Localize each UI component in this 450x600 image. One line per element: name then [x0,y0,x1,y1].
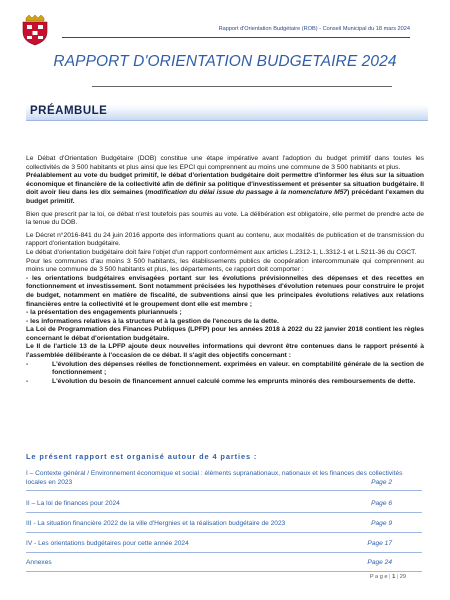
paragraph: Bien que prescrit par la loi, ce débat n'est toutefois pas soumis au vote. La délibération est obligatoire, elle permet de prendre acte de la tenue du DOB. [26,210,424,227]
paragraph: Le Débat d'Orientation Budgétaire (DOB) constitue une étape impérative avant l'adoption du budget primitif dans toutes les collectivités de 3 500 habitants et plus ainsi que les EPCI qui comprennent au moins une commune de 3 500 habitants et plus. [26,155,424,171]
toc-entry[interactable]: II – La loi de finances pour 2024 Page 6 [26,500,422,513]
preamble-banner [26,104,428,121]
toc-entry[interactable]: IV - Les orientations budgétaires pour cette année 2024 Page 17 [26,540,422,553]
toc-page-ref: Page 6 [371,500,392,507]
header-divider [62,37,410,38]
coat-of-arms-icon [20,14,50,46]
document-body [26,155,424,386]
toc-heading: Le présent rapport est organisé autour de 4 parties : [26,452,258,461]
paragraph: Le Décret n°2016-841 du 24 juin 2016 apporte des informations quant au contenu, aux modalités de publication et de transmission du rapport d'orientation budgétaire. [26,231,424,248]
list-item: - L'évolution des dépenses réelles de fonctionnement. exprimées en valeur. en comptabilité générale de la section de fonctionnement ; [26,360,424,377]
toc-page-ref: Page 9 [371,520,392,527]
list-item: - L'évolution du besoin de financement annuel calculé comme les emprunts minorés des remboursements de dette. [26,377,416,385]
toc-page-ref: Page 24 [367,559,392,566]
page-footer: P a g e | 1 | 29 [369,574,406,580]
toc-page-ref: Page 2 [371,478,392,486]
paragraph: Le II de l'article 13 de la LPFP ajoute deux nouvelles informations qui devront être contenues dans le rapport présenté à l'assemblée délibérante à l'occasion de ce débat. Il s'agit des objectifs concernant : [26,343,424,360]
paragraph: La Loi de Programmation des Finances Publiques (LPFP) pour les années 2018 à 2022 du 22 janvier 2018 contient les règles concernant le débat d'orientation budgétaire. [26,326,424,342]
toc-page-ref: Page 17 [367,540,392,547]
paragraph: Préalablement au vote du budget primitif, le débat d'orientation budgétaire doit permettre d'informer les élus sur la situation économique et financière de la collectivité afin de définir sa politique d'investissement et présenter sa situation budgétaire. Il doit avoir lieu dans les dix semaines (modification du délai issue du passage à la nomenclature M57) précédant l'examen du budget primitif. [26,172,425,205]
title-divider [92,86,392,87]
paragraph: - les orientations budgétaires envisagées portant sur les évolutions prévisionnelles des dépenses et des recettes en fonctionnement et investissement. Sont notamment précisées les hypothèses d'évolution retenues pour construire le projet de budget, notamment en matière de fiscalité, de subventions ainsi que les principales évolutions relatives aux relations financières entre la collectivité et le groupement dont elle est membre ; [26,274,424,308]
paragraph: - la présentation des engagements pluriannuels ; [26,309,182,317]
paragraph: - les informations relatives à la structure et à la gestion de l'encours de la dette. [26,317,279,325]
toc-entry[interactable]: I – Contexte général / Environnement économique et social : éléments supranationaux, nationaux et les finances des collectivités locales en 2023 Page 2 [26,470,422,491]
toc-entry[interactable]: Annexes Page 24 [26,559,422,572]
paragraph: Pour les communes d'au moins 3 500 habitants, les établissements publics de coopération intercommunale qui comprennent au moins une commune de 3 500 habitants et plus, les départements, ce rapport doit comporter : [26,257,424,274]
running-header: Rapport d'Orientation Budgétaire (ROB) - Conseil Municipal du 18 mars 2024 [218,26,410,32]
page-title: RAPPORT D'ORIENTATION BUDGETAIRE 2024 [53,53,397,70]
toc-entry[interactable]: III - La situation financière 2022 de la ville d'Hergnies et la réalisation budgétaire de 2023 Page 9 [26,520,422,533]
preamble-heading: PRÉAMBULE [30,105,108,117]
paragraph: Le débat d'orientation budgétaire doit faire l'objet d'un rapport conformément aux articles L.2312-1, L.3312-1 et L.5211-36 du CGCT. [26,248,417,256]
